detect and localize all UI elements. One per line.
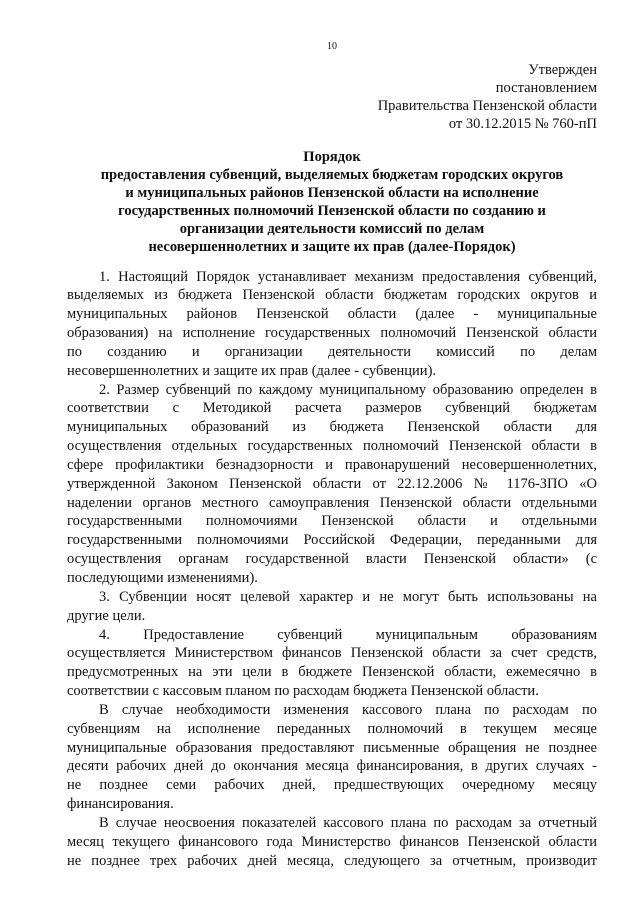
title-line: несовершеннолетних и защите их прав (далее-Порядок) — [148, 239, 516, 256]
approval-line: постановлением — [495, 80, 597, 96]
paragraph-line: В случае необходимости изменения кассового плана по расходам по — [99, 701, 597, 718]
document-body — [67, 268, 597, 871]
paragraph-line: В случае неосвоения показателей кассового плана по расходам за отчетный — [99, 814, 597, 831]
paragraph-1 — [67, 268, 597, 381]
paragraph-line: 4. Предоставление субвенций муниципальным образованиям — [99, 626, 597, 643]
paragraph-line: субвенциям на исполнение переданных полномочий в текущем месяце — [67, 720, 597, 737]
title-line: и муниципальных районов Пензенской области на исполнение — [125, 185, 539, 202]
paragraph-4 — [67, 626, 597, 701]
paragraph-line: 3. Субвенции носят целевой характер и не могут быть использованы на — [99, 588, 597, 605]
paragraph-line: по созданию и организации деятельности комиссий по делам — [67, 343, 597, 360]
paragraph-line: не позднее семи рабочих дней, предшествующих очередному месяцу — [67, 777, 597, 794]
approval-line: Правительства Пензенской области — [377, 98, 597, 114]
paragraph-line: муниципальных образований из бюджета Пензенской области для — [67, 419, 597, 436]
paragraph-line: государственными полномочиями Российской Федерации, переданными для — [67, 532, 597, 549]
paragraph-line: несовершеннолетних и защите их прав (далее - субвенции). — [67, 362, 437, 379]
paragraph-line: финансирования. — [67, 796, 174, 813]
paragraph-line: соответствии с кассовым планом по расходам бюджета Пензенской области. — [67, 683, 539, 700]
document-title — [67, 148, 597, 257]
title-line: Порядок — [303, 149, 361, 165]
paragraph-line: десяти рабочих дней до окончания месяца финансирования, в других случаях - — [67, 758, 597, 775]
page-number: 10 — [327, 41, 337, 52]
paragraph-line: образования) на исполнение государственных полномочий Пензенской области — [67, 325, 597, 342]
paragraph-line: другие цели. — [67, 607, 146, 624]
paragraph-line: осуществляется Министерством финансов Пензенской области за счет средств, — [67, 645, 597, 662]
paragraph-3 — [67, 588, 597, 626]
approval-line: от 30.12.2015 № 760-пП — [448, 116, 597, 132]
paragraph-line: наделении органов местного самоуправления Пензенской области отдельными — [67, 494, 597, 511]
title-line: организации деятельности комиссий по делам — [179, 221, 485, 238]
paragraph-line: муниципальные образования предоставляют письменные обращения не позднее — [67, 739, 597, 756]
paragraph-line: месяц текущего финансового года Министерство финансов Пензенской области — [67, 833, 597, 850]
paragraph-line: сфере профилактики безнадзорности и правонарушений несовершеннолетних, — [67, 456, 597, 473]
paragraph-6 — [67, 814, 597, 871]
paragraph-line: осуществления отдельных государственных полномочий Пензенской области в — [67, 438, 597, 455]
paragraph-line: выделяемых из бюджета Пензенской области бюджетам городских округов и — [67, 287, 597, 304]
paragraph-line: 1. Настоящий Порядок устанавливает механизм предоставления субвенций, — [99, 268, 597, 285]
title-line: предоставления субвенций, выделяемых бюджетам городских округов — [100, 167, 564, 184]
paragraph-5 — [67, 701, 597, 814]
title-line: государственных полномочий Пензенской области по созданию и — [118, 203, 546, 220]
paragraph-line: последующими изменениями). — [67, 570, 258, 586]
paragraph-line: соответствии с Методикой расчета размеров субвенций бюджетам — [67, 400, 597, 417]
paragraph-line: утвержденной Законом Пензенской области от 22.12.2006 № 1176-ЗПО «О — [67, 475, 597, 492]
paragraph-line: 2. Размер субвенций по каждому муниципальному образованию определен в — [99, 381, 597, 398]
paragraph-line: осуществления органам государственной власти Пензенской области» (с — [67, 551, 597, 568]
paragraph-line: муниципальных районов Пензенской области (далее - муниципальные — [67, 306, 597, 323]
paragraph-line: государственными полномочиями Пензенской области и отдельными — [67, 513, 597, 530]
approval-block — [378, 61, 597, 133]
approval-line: Утвержден — [528, 62, 597, 78]
paragraph-line: предусмотренных на эти цели в бюджете Пензенской области, ежемесячно в — [67, 664, 597, 681]
paragraph-line: не позднее трех рабочих дней месяца, следующего за отчетным, производит — [67, 852, 597, 869]
paragraph-2 — [67, 381, 597, 588]
